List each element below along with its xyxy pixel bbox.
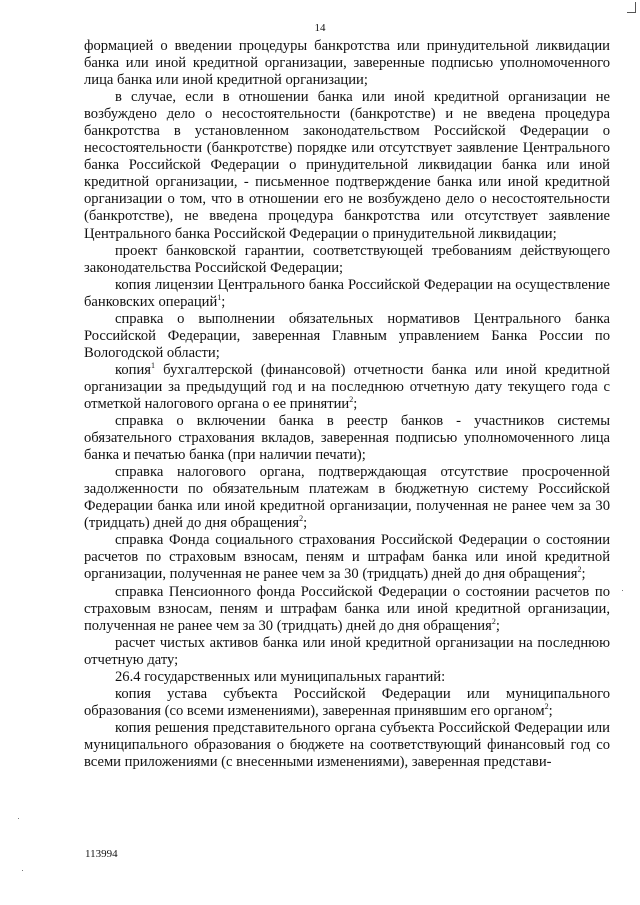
paragraph-text: ; xyxy=(495,617,500,634)
paragraph xyxy=(84,584,610,635)
scan-speck xyxy=(18,818,19,819)
paragraph-text: ; xyxy=(353,395,358,412)
paragraph-text: проект банковской гарантии, соответствующей требованиям действующего законодательства Российской Федерации; xyxy=(84,242,610,276)
paragraph-text: копия устава субъекта Российской Федерации или муниципального образования (со всеми изменениями), заверенная принявшим его органом xyxy=(84,685,610,719)
paragraph-text: справка Фонда социального страхования Российской Федерации о состоянии расчетов по страховым взносам, пеням и штрафам банка или иной кредитной организации, полученная не ранее чем за 30 (тридцать) дней до дня обращения xyxy=(84,532,610,583)
paragraph xyxy=(84,720,610,771)
paragraph-text: копия решения представительного органа субъекта Российской Федерации или муниципального образования о бюджете на соответствующий финансовый год со всеми приложениями (с внесенными изменениями), заверенная представи- xyxy=(84,719,610,770)
paragraph-text: 26.4 государственных или муниципальных гарантий: xyxy=(115,668,446,685)
paragraph-text: копия лицензии Центрального банка Российской Федерации на осуществление банковских операций xyxy=(84,276,610,310)
footnote-ref: 2 xyxy=(544,701,549,711)
footnote-ref: 2 xyxy=(577,565,582,575)
paragraph-text: справка налогового органа, подтверждающая отсутствие просроченной задолженности по обязательным платежам в бюджетную систему Российской Федерации банка или иной кредитной организации, полученная не ранее чем за 30 (тридцать) дней до дня обращения xyxy=(84,464,610,532)
paragraph-text: расчет чистых активов банка или иной кредитной организации на последнюю отчетную дату; xyxy=(84,634,610,668)
paragraph-text: ; xyxy=(303,515,308,532)
document-code: 113994 xyxy=(85,848,118,860)
paragraph xyxy=(84,277,610,311)
footnote-ref: 2 xyxy=(349,394,354,404)
scan-speck xyxy=(22,870,23,871)
paragraph xyxy=(84,362,610,413)
paragraph xyxy=(84,686,610,720)
footnote-ref: 1 xyxy=(217,292,222,302)
paragraph xyxy=(84,635,610,669)
paragraph xyxy=(84,311,610,362)
paragraph-text: справка о включении банка в реестр банков - участников системы обязательного страхования вкладов, заверенная подписью уполномоченного лица банка и печатью банка (при наличии печати); xyxy=(84,413,610,464)
paragraph xyxy=(84,38,610,89)
paragraph-text: справка Пенсионного фонда Российской Федерации о состоянии расчетов по страховым взносам, пеням и штрафам банка или иной кредитной организации, полученная не ранее чем за 30 (тридцать) дней до дня обращения xyxy=(84,583,610,634)
paragraph xyxy=(84,243,610,277)
document-body xyxy=(84,38,610,771)
scan-corner-mark xyxy=(627,2,636,13)
footnote-ref: 2 xyxy=(299,514,304,524)
paragraph-text: ; xyxy=(581,566,586,583)
paragraph xyxy=(84,464,610,532)
page-number: 14 xyxy=(314,22,326,34)
scan-speck xyxy=(622,590,623,591)
paragraph xyxy=(84,413,610,464)
paragraph-text: в случае, если в отношении банка или иной кредитной организации не возбуждено дело о несостоятельности (банкротстве) и не введена процедура банкротства в установленном законодательством Российской Федерации о несостоятельности (банкротстве) порядке или отсутствует заявление Центрального банка Российской Федерации о принудительной ликвидации банка или иной кредитной организации, - письменное подтверждение банка или иной кредитной организации о том, что в отношении его не возбуждено дело о несостоятельности (банкротстве), не введена процедура банкротства или отсутствует заявление Центрального банка Российской Федерации о принудительной ликвидации; xyxy=(84,89,610,242)
paragraph-text: формацией о введении процедуры банкротства или принудительной ликвидации банка или иной кредитной организации, заверенные подписью уполномоченного лица банка или иной кредитной организации; xyxy=(84,38,610,89)
paragraph-text: справка о выполнении обязательных нормативов Центрального банка Российской Федерации, заверенная Главным управлением Банка России по Вологодской области; xyxy=(84,310,610,361)
paragraph xyxy=(84,532,610,583)
paragraph-text: ; xyxy=(221,293,226,310)
footnote-ref: 1 xyxy=(150,360,155,370)
footnote-ref: 2 xyxy=(491,616,496,626)
paragraph-text: ; xyxy=(548,702,553,719)
paragraph xyxy=(84,669,610,686)
paragraph-text: бухгалтерской (финансовой) отчетности банка или иной кредитной организации за предыдущий год и на последнюю отчетную дату текущего года с отметкой налогового органа о ее принятии xyxy=(84,361,610,412)
paragraph-text: копия xyxy=(115,361,151,378)
paragraph xyxy=(84,89,610,242)
